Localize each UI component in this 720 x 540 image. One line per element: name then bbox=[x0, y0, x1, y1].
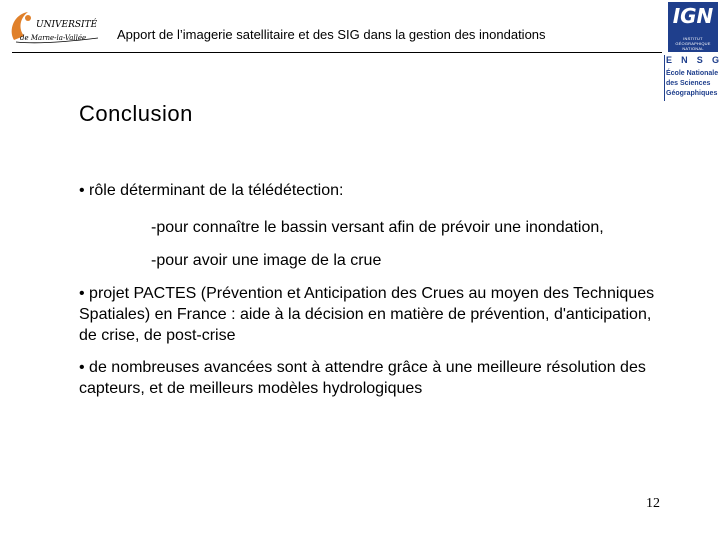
ign-logo-line: INSTITUT bbox=[683, 36, 703, 41]
slide-title: Conclusion bbox=[79, 101, 193, 126]
header-title: Apport de l’imagerie satellitaire et des SIG dans la gestion des inondations bbox=[117, 27, 546, 42]
ensg-logo-line: Géographiques bbox=[666, 90, 718, 97]
ensg-logo-line: des Sciences bbox=[666, 80, 711, 87]
bullet-item: • rôle déterminant de la télédétection: bbox=[79, 182, 344, 199]
ensg-logo-names bbox=[666, 69, 720, 99]
university-logo bbox=[6, 6, 106, 50]
sub-bullet-item: -pour avoir une image de la crue bbox=[151, 252, 382, 269]
university-logo-text: UNIVERSITÉ bbox=[36, 20, 98, 30]
bullet-item: • projet PACTES (Prévention et Anticipation des Crues au moyen des Techniques Spatiales) en France : aide à la décision en matière de prévention, d'anticipation, de crise, de post-crise bbox=[79, 285, 655, 344]
ensg-letter: S bbox=[696, 55, 704, 65]
ensg-letter: E bbox=[666, 55, 674, 65]
page-number: 12 bbox=[646, 496, 660, 511]
ensg-logo-line: École Nationale bbox=[666, 70, 719, 77]
sub-bullet-item: -pour connaître le bassin versant afin de prévoir une inondation, bbox=[151, 219, 604, 236]
ign-logo-mark: IGN bbox=[672, 4, 714, 28]
ign-logo-line: NATIONAL bbox=[682, 46, 704, 51]
ensg-logo-letters bbox=[666, 55, 720, 65]
header-divider bbox=[12, 52, 662, 53]
ensg-letter: G bbox=[711, 55, 720, 65]
ensg-letter: N bbox=[681, 55, 689, 65]
ign-logo-text bbox=[668, 36, 718, 51]
university-logo-subtext: de Marne-la-Vallée bbox=[20, 34, 87, 42]
bullet-item: • de nombreuses avancées sont à attendre grâce à une meilleure résolution des capteurs, et de meilleurs modèles hydrologiques bbox=[79, 359, 646, 397]
ensg-logo-divider bbox=[664, 55, 665, 101]
ign-logo-line: GÉOGRAPHIQUE bbox=[675, 41, 711, 46]
